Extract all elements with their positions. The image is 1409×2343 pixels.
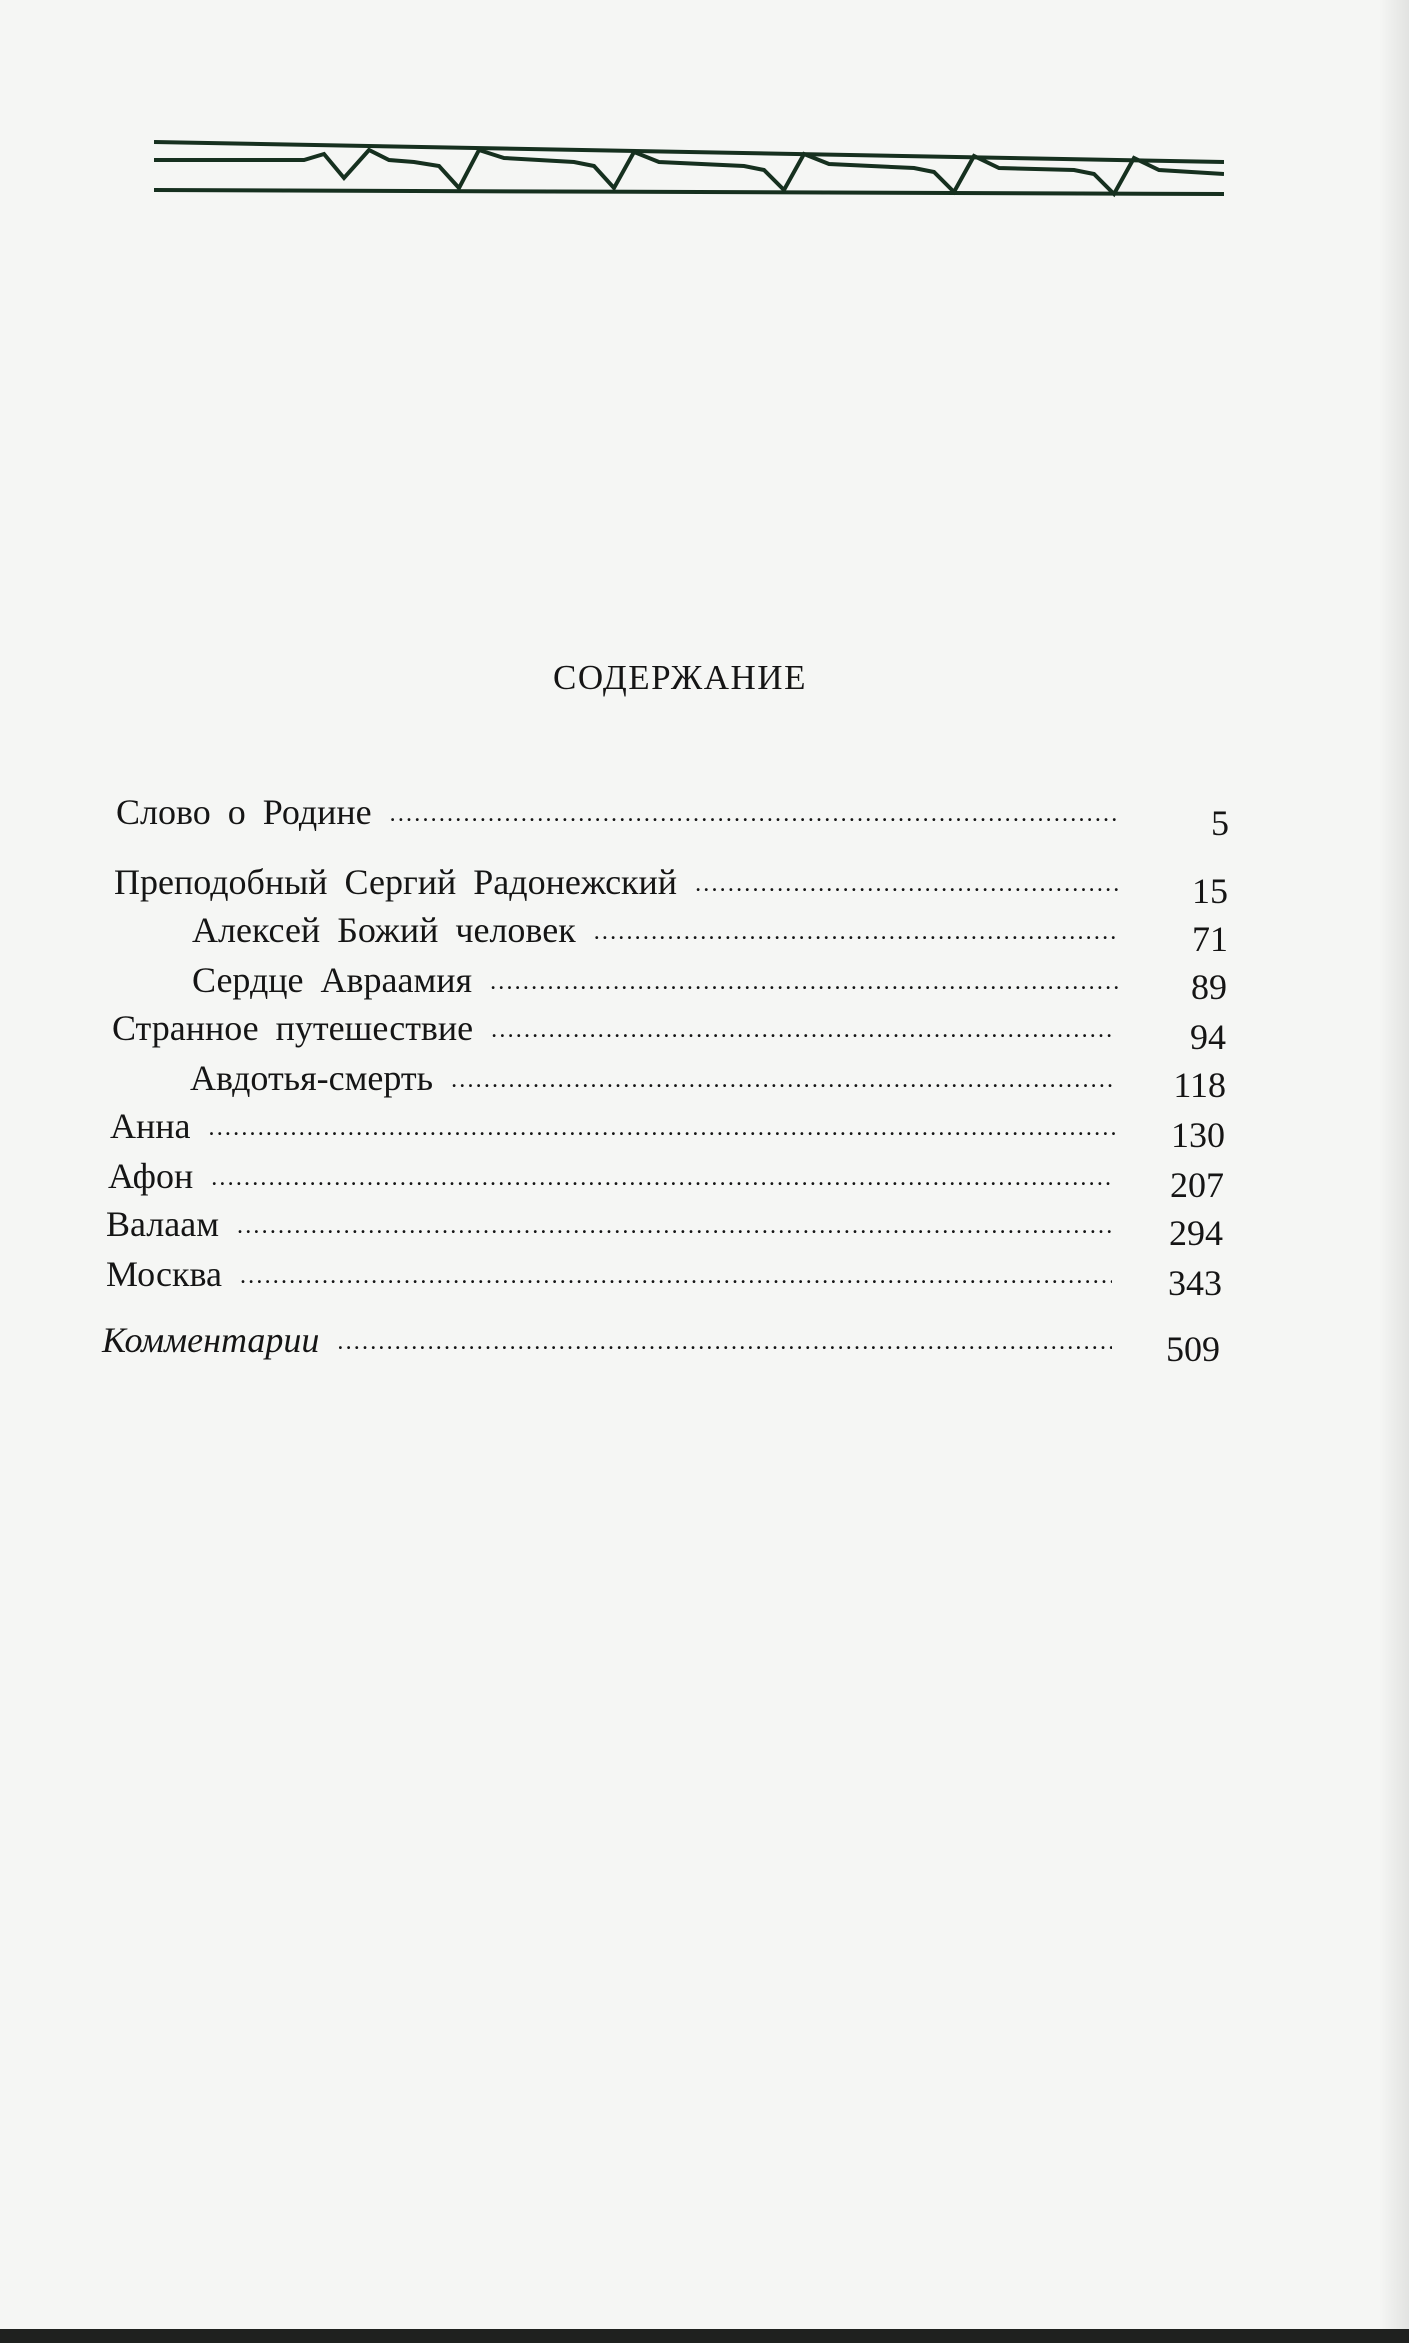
- toc-entry-title: Слово о Родине: [116, 792, 372, 832]
- dot-leader: [211, 1166, 1114, 1190]
- toc-entry-title: Сердце Авраамия: [192, 960, 473, 1000]
- toc-entry-page: 5: [1211, 803, 1229, 843]
- toc-entry-page: 15: [1192, 871, 1228, 911]
- toc-title: СОДЕРЖАНИЕ: [553, 658, 807, 697]
- toc-entry: [102, 1312, 1120, 1358]
- toc-entry-page: 294: [1169, 1213, 1223, 1253]
- dot-leader: [390, 802, 1120, 826]
- toc-entry: [190, 1050, 1124, 1096]
- toc-entry: [106, 1246, 1120, 1292]
- toc-entry-page: 118: [1173, 1065, 1226, 1105]
- page-edge-shadow: [1379, 0, 1409, 2343]
- toc-entry: [112, 1000, 1124, 1046]
- toc-entry: [116, 784, 1128, 830]
- dot-leader: [491, 1018, 1116, 1042]
- dot-leader: [594, 920, 1120, 944]
- toc-entry-page: 71: [1192, 919, 1228, 959]
- toc-entry: [108, 1148, 1122, 1194]
- toc-entry-title: Москва: [106, 1254, 222, 1294]
- dot-leader: [451, 1068, 1116, 1092]
- toc-entry: [192, 952, 1126, 998]
- toc-entry: [192, 902, 1128, 948]
- dot-leader: [490, 970, 1118, 994]
- toc-entry-title: Преподобный Сергий Радонежский: [114, 862, 678, 902]
- dot-leader: [209, 1116, 1116, 1140]
- dot-leader: [695, 872, 1120, 896]
- toc-entry-page: 89: [1191, 967, 1227, 1007]
- dot-leader: [237, 1214, 1114, 1238]
- toc-entry-title: Странное путешествие: [112, 1008, 474, 1048]
- toc-entry-page: 509: [1166, 1329, 1220, 1369]
- toc-entry-page: 343: [1168, 1263, 1222, 1303]
- dot-leader: [240, 1264, 1112, 1288]
- scan-bottom-edge: [0, 2329, 1409, 2343]
- toc-entry: [110, 1098, 1124, 1144]
- toc-entry-title: Комментарии: [102, 1320, 320, 1360]
- toc-entry-title: Алексей Божий человек: [192, 910, 576, 950]
- toc-entry-page: 207: [1170, 1165, 1224, 1205]
- toc-entry: [114, 854, 1128, 900]
- toc-entry-title: Авдотья-смерть: [190, 1058, 434, 1098]
- toc-entry-title: Анна: [110, 1106, 191, 1146]
- ornament-border: [154, 130, 1224, 200]
- toc-entry-page: 130: [1171, 1115, 1225, 1155]
- toc-entry-title: Валаам: [106, 1204, 220, 1244]
- toc-entry: [106, 1196, 1122, 1242]
- dot-leader: [337, 1330, 1112, 1354]
- toc-entry-title: Афон: [108, 1156, 194, 1196]
- toc-entry-page: 94: [1190, 1017, 1226, 1057]
